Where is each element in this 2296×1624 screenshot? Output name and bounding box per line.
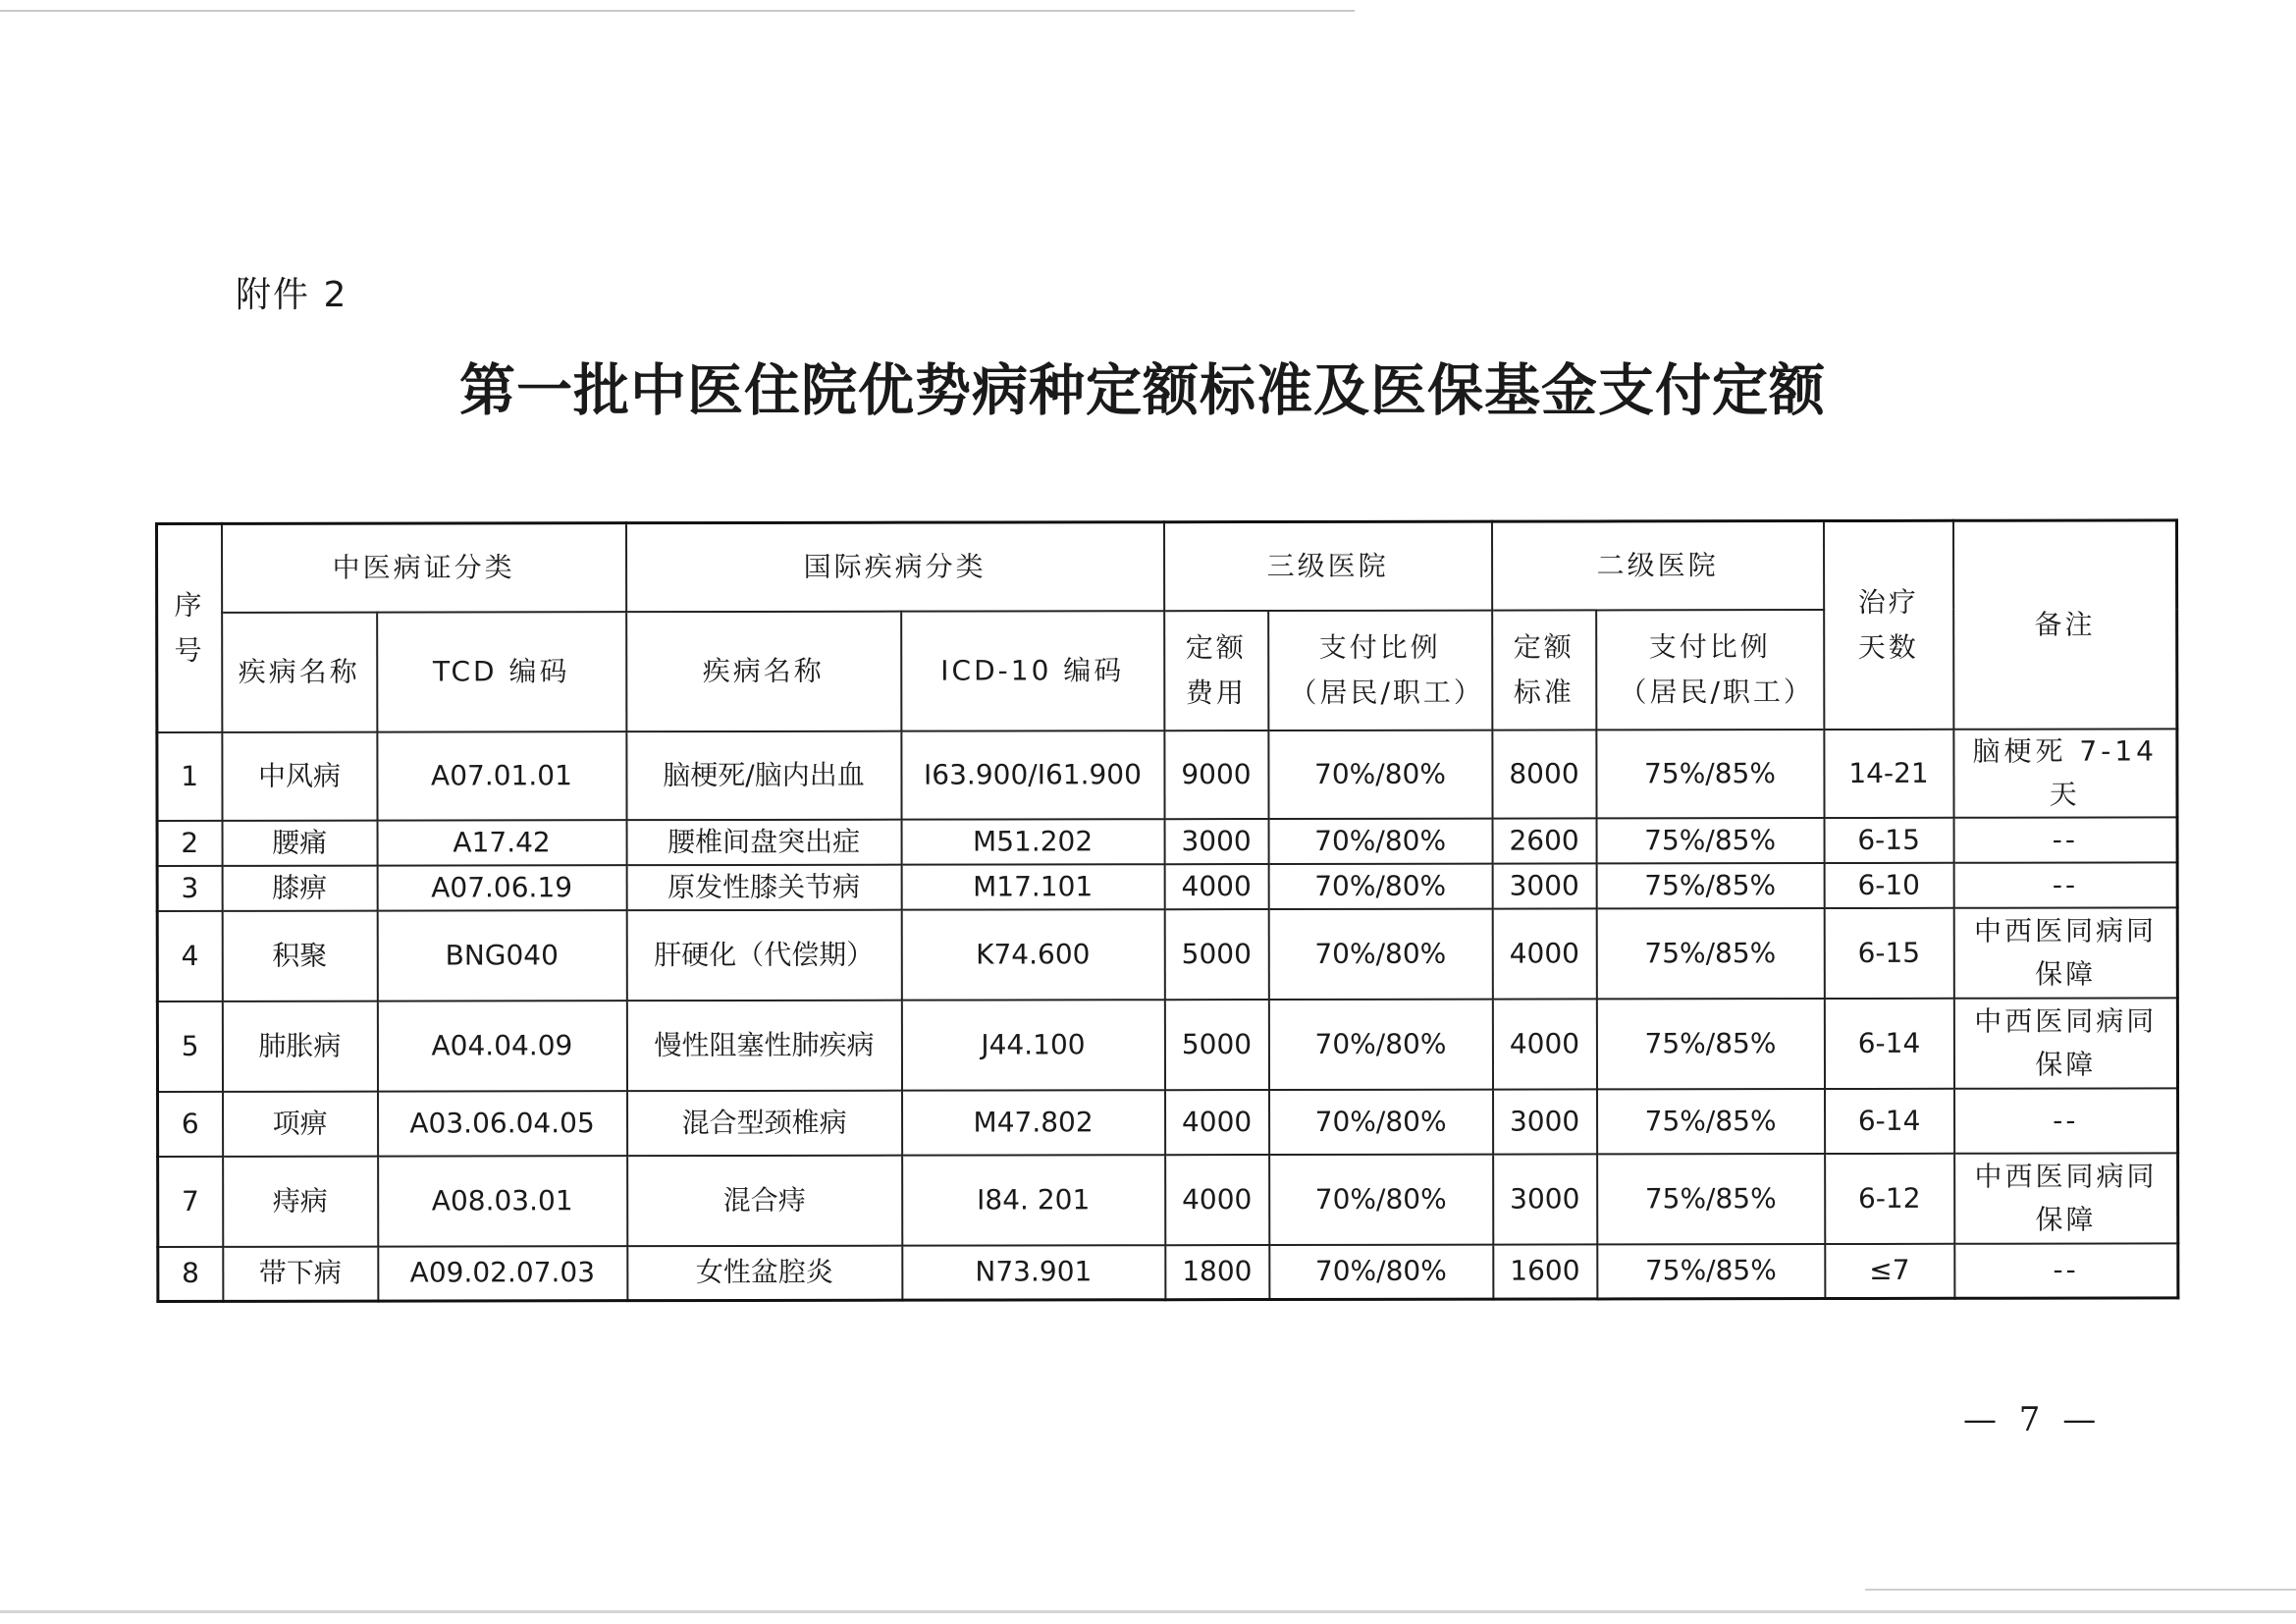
cell-remark: -- bbox=[1954, 1243, 2178, 1298]
cell-tier2-quota: 4000 bbox=[1492, 999, 1596, 1089]
header-icd-name: 疾病名称 bbox=[626, 611, 901, 731]
cell-icd-name: 腰椎间盘突出症 bbox=[626, 819, 901, 864]
header-tcd-code: TCD 编码 bbox=[377, 612, 626, 731]
header-tier2-quota: 定额标准 bbox=[1492, 610, 1596, 730]
header-seq: 序号 bbox=[157, 523, 222, 731]
table-row bbox=[158, 1088, 2178, 1157]
cell-tier3-ratio: 70%/80% bbox=[1268, 908, 1492, 999]
cell-tier3-ratio: 70%/80% bbox=[1269, 1089, 1493, 1154]
header-tier3-ratio: 支付比例（居民/职工） bbox=[1268, 610, 1492, 730]
cell-seq: 8 bbox=[158, 1246, 223, 1301]
cell-tcd-code: A09.02.07.03 bbox=[378, 1246, 627, 1301]
cell-tcm-name: 腰痛 bbox=[222, 820, 377, 865]
cell-icd-code: K74.600 bbox=[901, 909, 1164, 1000]
cell-tier3-ratio: 70%/80% bbox=[1268, 818, 1492, 863]
table-row bbox=[157, 729, 2177, 821]
cell-remark: -- bbox=[1953, 862, 2177, 907]
cell-tier3-quota: 4000 bbox=[1165, 1090, 1269, 1155]
cell-icd-code: M17.101 bbox=[901, 864, 1164, 909]
cell-tier3-quota: 5000 bbox=[1164, 909, 1268, 1000]
page-number: — 7 — bbox=[1963, 1400, 2103, 1439]
scan-edge-right bbox=[1865, 1589, 2296, 1591]
cell-tcm-name: 项痹 bbox=[223, 1091, 378, 1156]
cell-remark: -- bbox=[1953, 817, 2177, 862]
cell-remark: 脑梗死 7-14 天 bbox=[1953, 729, 2177, 817]
cell-tier3-ratio: 70%/80% bbox=[1269, 1154, 1493, 1244]
cell-days: 6-15 bbox=[1824, 817, 1953, 862]
cell-tier3-quota: 9000 bbox=[1164, 731, 1268, 819]
cell-tcm-name: 带下病 bbox=[223, 1246, 378, 1301]
cell-days: 6-12 bbox=[1825, 1153, 1954, 1243]
cell-tier2-quota: 3000 bbox=[1493, 1154, 1597, 1244]
cell-days: 6-15 bbox=[1824, 907, 1953, 998]
cell-tier2-ratio: 75%/85% bbox=[1596, 818, 1824, 863]
header-row-groups bbox=[157, 520, 2177, 613]
cell-tier3-quota: 1800 bbox=[1165, 1245, 1269, 1300]
cell-tier2-ratio: 75%/85% bbox=[1597, 1244, 1825, 1299]
cell-tcd-code: A03.06.04.05 bbox=[378, 1091, 627, 1156]
cell-tcd-code: BNG040 bbox=[377, 910, 626, 1001]
cell-tier3-ratio: 70%/80% bbox=[1269, 1244, 1493, 1299]
cell-tier3-ratio: 70%/80% bbox=[1268, 730, 1492, 818]
cell-tcd-code: A08.03.01 bbox=[378, 1156, 627, 1246]
table-row bbox=[158, 1153, 2178, 1247]
cell-tier3-quota: 3000 bbox=[1164, 819, 1268, 864]
cell-remark: 中西医同病同保障 bbox=[1954, 1153, 2178, 1243]
cell-icd-code: M47.802 bbox=[902, 1090, 1165, 1155]
cell-icd-code: M51.202 bbox=[901, 819, 1164, 864]
cell-icd-name: 女性盆腔炎 bbox=[627, 1245, 902, 1300]
cell-icd-name: 混合型颈椎病 bbox=[627, 1090, 902, 1155]
header-icd-code: ICD-10 编码 bbox=[901, 611, 1164, 731]
header-days: 治疗天数 bbox=[1824, 520, 1953, 729]
cell-icd-code: N73.901 bbox=[902, 1245, 1165, 1300]
cell-tcd-code: A07.01.01 bbox=[377, 731, 626, 820]
cell-seq: 1 bbox=[157, 731, 222, 820]
header-remark: 备注 bbox=[1953, 520, 2177, 729]
cell-icd-code: I84. 201 bbox=[902, 1155, 1165, 1245]
cell-icd-name: 肝硬化（代偿期） bbox=[626, 909, 901, 1000]
cell-seq: 2 bbox=[157, 820, 222, 865]
cell-days: 6-14 bbox=[1824, 998, 1953, 1088]
table-row bbox=[157, 907, 2177, 1001]
table-row bbox=[157, 862, 2177, 911]
cell-tier2-ratio: 75%/85% bbox=[1596, 908, 1824, 999]
cell-tier2-quota: 8000 bbox=[1492, 730, 1596, 818]
cell-tier3-ratio: 70%/80% bbox=[1268, 863, 1492, 908]
header-tier2-group: 二级医院 bbox=[1492, 521, 1824, 611]
cell-days: 6-10 bbox=[1824, 862, 1953, 907]
cell-days: ≤7 bbox=[1825, 1243, 1954, 1298]
cell-icd-code: J44.100 bbox=[901, 1000, 1164, 1090]
header-tier3-group: 三级医院 bbox=[1164, 521, 1492, 611]
cell-tier3-quota: 4000 bbox=[1165, 1155, 1269, 1245]
cell-tier2-ratio: 75%/85% bbox=[1596, 730, 1824, 818]
table-row bbox=[158, 1243, 2178, 1302]
cell-icd-code: I63.900/I61.900 bbox=[901, 731, 1164, 819]
cell-icd-name: 脑梗死/脑内出血 bbox=[626, 731, 901, 819]
header-tier2-ratio: 支付比例（居民/职工） bbox=[1596, 610, 1824, 730]
header-tcm-name: 疾病名称 bbox=[222, 612, 377, 731]
cell-tcm-name: 痔病 bbox=[223, 1156, 378, 1246]
cell-remark: -- bbox=[1954, 1088, 2178, 1153]
cell-tier2-quota: 4000 bbox=[1492, 908, 1596, 999]
cell-tcd-code: A07.06.19 bbox=[377, 865, 626, 910]
cell-remark: 中西医同病同保障 bbox=[1953, 998, 2177, 1088]
cell-tier3-ratio: 70%/80% bbox=[1268, 999, 1492, 1089]
cell-tier3-quota: 4000 bbox=[1164, 864, 1268, 909]
cell-tcm-name: 中风病 bbox=[222, 731, 377, 820]
header-tier3-quota: 定额费用 bbox=[1164, 611, 1268, 731]
cell-tcm-name: 肺胀病 bbox=[222, 1001, 377, 1091]
cell-tier2-ratio: 75%/85% bbox=[1596, 863, 1824, 908]
cell-tier2-ratio: 75%/85% bbox=[1596, 999, 1824, 1089]
table-row bbox=[157, 998, 2177, 1092]
header-tcm-group: 中医病证分类 bbox=[222, 523, 626, 613]
header-icd-group: 国际疾病分类 bbox=[626, 522, 1164, 612]
scan-edge-top bbox=[0, 10, 1355, 12]
cell-icd-name: 混合痔 bbox=[627, 1155, 902, 1245]
quota-table bbox=[155, 518, 2179, 1303]
scan-edge-bottom bbox=[0, 1610, 2296, 1613]
cell-tcm-name: 积聚 bbox=[222, 910, 377, 1001]
cell-seq: 7 bbox=[158, 1156, 223, 1246]
cell-tier2-quota: 2600 bbox=[1492, 818, 1596, 863]
cell-remark: 中西医同病同保障 bbox=[1953, 907, 2177, 998]
cell-icd-name: 慢性阻塞性肺疾病 bbox=[626, 1000, 901, 1090]
cell-tcd-code: A17.42 bbox=[377, 820, 626, 865]
cell-icd-name: 原发性膝关节病 bbox=[626, 864, 901, 909]
attachment-label: 附件 2 bbox=[236, 275, 348, 315]
cell-tier2-quota: 3000 bbox=[1493, 1089, 1597, 1154]
cell-tier2-ratio: 75%/85% bbox=[1597, 1089, 1825, 1154]
cell-tier2-ratio: 75%/85% bbox=[1597, 1154, 1825, 1244]
cell-tier3-quota: 5000 bbox=[1164, 1000, 1268, 1090]
cell-seq: 6 bbox=[158, 1091, 223, 1156]
cell-tcd-code: A04.04.09 bbox=[377, 1001, 626, 1091]
cell-tier2-quota: 1600 bbox=[1493, 1244, 1597, 1299]
table-row bbox=[157, 817, 2177, 866]
cell-tcm-name: 膝痹 bbox=[222, 865, 377, 910]
cell-seq: 5 bbox=[157, 1001, 222, 1091]
cell-tier2-quota: 3000 bbox=[1492, 863, 1596, 908]
cell-seq: 3 bbox=[157, 865, 222, 910]
cell-days: 14-21 bbox=[1824, 729, 1953, 817]
document-title: 第一批中医住院优势病种定额标准及医保基金支付定额 bbox=[459, 357, 1826, 423]
cell-days: 6-14 bbox=[1825, 1088, 1954, 1153]
cell-seq: 4 bbox=[157, 910, 222, 1001]
